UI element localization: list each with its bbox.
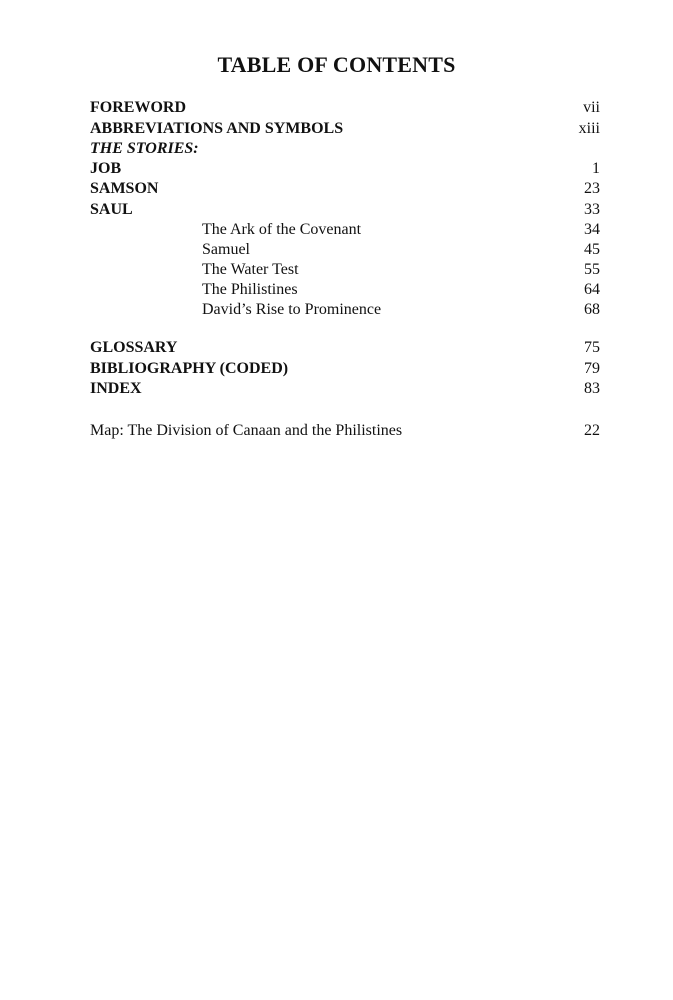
toc-entry-page: 45 xyxy=(584,241,600,258)
toc-entry-label: FOREWORD xyxy=(90,99,186,116)
toc-entry-label: JOB xyxy=(90,160,122,177)
toc-entry-index xyxy=(90,379,600,399)
toc-entry-label: David’s Rise to Prominence xyxy=(202,301,382,318)
toc-entry-page: 75 xyxy=(584,339,600,356)
toc-entry-label: BIBLIOGRAPHY (CODED) xyxy=(90,360,289,377)
toc-entry-label: SAMSON xyxy=(90,180,159,197)
toc-entry-label: The Ark of the Covenant xyxy=(202,221,362,238)
toc-entry-page: 68 xyxy=(584,301,600,318)
toc-entry-samson xyxy=(90,179,600,199)
toc-entry-foreword xyxy=(90,98,600,118)
toc-entry-label: INDEX xyxy=(90,380,142,397)
toc-entry-page: 23 xyxy=(584,180,600,197)
toc-subentry-water-test xyxy=(90,260,600,280)
toc-entry-bibliography xyxy=(90,359,600,379)
toc-entry-page: 55 xyxy=(584,261,600,278)
toc-entry-page: 34 xyxy=(584,221,600,238)
toc-entry-page: vii xyxy=(583,99,600,116)
toc-section-label: THE STORIES: xyxy=(90,140,199,157)
page-title: TABLE OF CONTENTS xyxy=(217,52,456,77)
toc-entry-saul xyxy=(90,200,600,220)
toc-entry-map xyxy=(90,421,600,441)
toc-entry-label: The Philistines xyxy=(202,281,298,298)
toc-subentry-ark xyxy=(90,220,600,240)
toc-entry-label: SAUL xyxy=(90,201,133,218)
toc-section-stories xyxy=(90,139,600,159)
toc-subentry-samuel xyxy=(90,240,600,260)
toc-subentry-david xyxy=(90,300,600,320)
toc-entry-abbreviations xyxy=(90,119,600,139)
toc-entry-page: xiii xyxy=(578,120,600,137)
toc-entry-page: 79 xyxy=(584,360,600,377)
toc-entry-page: 64 xyxy=(584,281,600,298)
toc-entry-page: 83 xyxy=(584,380,600,397)
toc-subentry-philistines xyxy=(90,280,600,300)
toc-entry-label: Samuel xyxy=(202,241,250,258)
toc-entry-page: 1 xyxy=(592,160,600,177)
toc-entry-label: Map: The Division of Canaan and the Philistines xyxy=(90,422,403,439)
toc-entry-page: 33 xyxy=(584,201,600,218)
toc-entry-page: 22 xyxy=(584,422,600,439)
toc-entry-label: GLOSSARY xyxy=(90,339,178,356)
toc-entry-glossary xyxy=(90,338,600,358)
toc-entry-job xyxy=(90,159,600,179)
toc-entry-label: ABBREVIATIONS AND SYMBOLS xyxy=(90,120,344,137)
toc-entry-label: The Water Test xyxy=(202,261,299,278)
